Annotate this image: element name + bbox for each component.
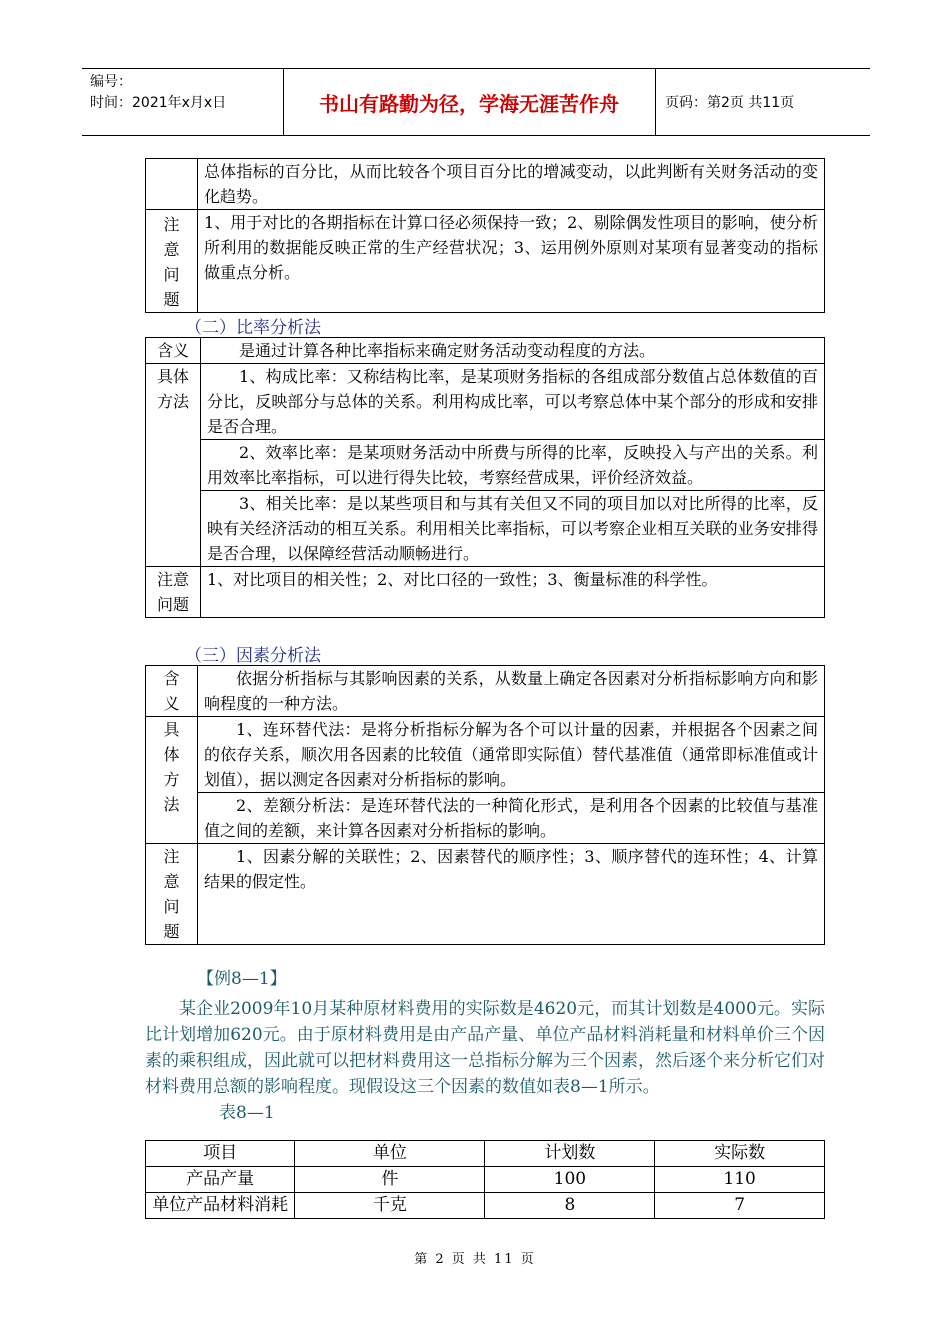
notes-text: 1、对比项目的相关性；2、对比口径的一致性；3、衡量标准的科学性。 bbox=[201, 567, 825, 618]
data-table bbox=[145, 1140, 825, 1219]
method-item: 2、差额分析法：是连环替代法的一种简化形式，是利用各个因素的比较值与基准值之间的差额，来计算各因素对分析指标的影响。 bbox=[198, 793, 825, 844]
header-page-number: 页码：第2页 共11页 bbox=[665, 95, 795, 111]
table-cell: 100 bbox=[485, 1167, 655, 1193]
methods-label: 具体方法 bbox=[146, 717, 198, 844]
table-cell: 110 bbox=[655, 1167, 825, 1193]
notes-text: 1、用于对比的各期指标在计算口径必须保持一致；2、剔除偶发性项目的影响，使分析所利用的数据能反映正常的生产经营状况；3、运用例外原则对某项有显著变动的指标做重点分析。 bbox=[198, 210, 825, 313]
section-title-ratio: （二）比率分析法 bbox=[185, 318, 321, 338]
header-motto: 书山有路勤为径，学海无涯苦作舟 bbox=[319, 91, 619, 116]
notes-text: 1、因素分解的关联性；2、因素替代的顺序性；3、顺序替代的连环性；4、计算结果的假定性。 bbox=[198, 844, 825, 945]
meaning-text: 依据分析指标与其影响因素的关系，从数量上确定各因素对分析指标影响方向和影响程度的一种方法。 bbox=[198, 666, 825, 717]
meaning-text: 是通过计算各种比率指标来确定财务活动变动程度的方法。 bbox=[201, 338, 825, 364]
header-cell: 计划数 bbox=[485, 1141, 655, 1167]
header-meta bbox=[90, 72, 226, 114]
example-title: 【例8—1】 bbox=[197, 969, 287, 989]
notes-label: 注意问题 bbox=[146, 567, 201, 618]
methods-label: 具体方法 bbox=[146, 364, 201, 567]
notes-label: 注意问题 bbox=[146, 210, 198, 313]
table-cell: 7 bbox=[655, 1193, 825, 1219]
header-cell: 项目 bbox=[146, 1141, 295, 1167]
header-divider bbox=[655, 69, 656, 135]
continued-text: 总体指标的百分比，从而比较各个项目百分比的增减变动，以此判断有关财务活动的变化趋势。 bbox=[198, 159, 825, 210]
table-caption: 表8—1 bbox=[219, 1103, 275, 1123]
header-cell: 实际数 bbox=[655, 1141, 825, 1167]
document-time: 时间：2021年x月x日 bbox=[90, 95, 227, 111]
table-cell: 千克 bbox=[295, 1193, 485, 1219]
ratio-analysis-table bbox=[145, 337, 825, 618]
example-block bbox=[145, 966, 825, 1126]
table-cell: 件 bbox=[295, 1167, 485, 1193]
method-item: 1、连环替代法：是将分析指标分解为各个可以计量的因素，并根据各个因素之间的依存关系，顺次用各因素的比较值（通常即实际值）替代基准值（通常即标准值或计划值），据以测定各因素对分析指标的影响。 bbox=[198, 717, 825, 793]
meaning-label: 含义 bbox=[146, 338, 201, 364]
method-item: 3、相关比率：是以某些项目和与其有关但又不同的项目加以对比所得的比率，反映有关经济活动的相互关系。利用相关比率指标，可以考察企业相互关联的业务安排得是否合理，以保障经营活动顺畅进行。 bbox=[201, 491, 825, 567]
method-item: 1、构成比率：又称结构比率，是某项财务指标的各组成部分数值占总体数值的百分比，反映部分与总体的关系。利用构成比率，可以考察总体中某个部分的形成和安排是否合理。 bbox=[201, 364, 825, 440]
document-number: 编号： bbox=[90, 74, 132, 90]
notes-label: 注意问题 bbox=[146, 844, 198, 945]
method-item: 2、效率比率：是某项财务活动中所费与所得的比率，反映投入与产出的关系。利用效率比率指标，可以进行得失比较，考察经营成果，评价经济效益。 bbox=[201, 440, 825, 491]
page-header bbox=[82, 68, 870, 136]
table-header-row bbox=[146, 1141, 825, 1167]
example-text: 某企业2009年10月某种原材料费用的实际数是4620元，而其计划数是4000元。实际比计划增加620元。由于原材料费用是由产品产量、单位产品材料消耗量和材料单价三个因素的乘积组成，因此就可以把材料费用这一总指标分解为三个因素，然后逐个来分析它们对材料费用总额的影响程度。现假设这三个因素的数值如表8—1所示。 bbox=[145, 999, 825, 1097]
table-row bbox=[146, 1193, 825, 1219]
table-row bbox=[146, 1167, 825, 1193]
table-cell: 产品产量 bbox=[146, 1167, 295, 1193]
header-cell: 单位 bbox=[295, 1141, 485, 1167]
empty-label-cell bbox=[146, 159, 198, 210]
factor-analysis-table bbox=[145, 665, 825, 945]
section-title-factor: （三）因素分析法 bbox=[185, 646, 321, 666]
table-cell: 单位产品材料消耗 bbox=[146, 1193, 295, 1219]
table-cell: 8 bbox=[485, 1193, 655, 1219]
page-footer: 第 2 页 共 11 页 bbox=[414, 1252, 536, 1267]
meaning-label: 含义 bbox=[146, 666, 198, 717]
comparison-method-table bbox=[145, 158, 825, 313]
